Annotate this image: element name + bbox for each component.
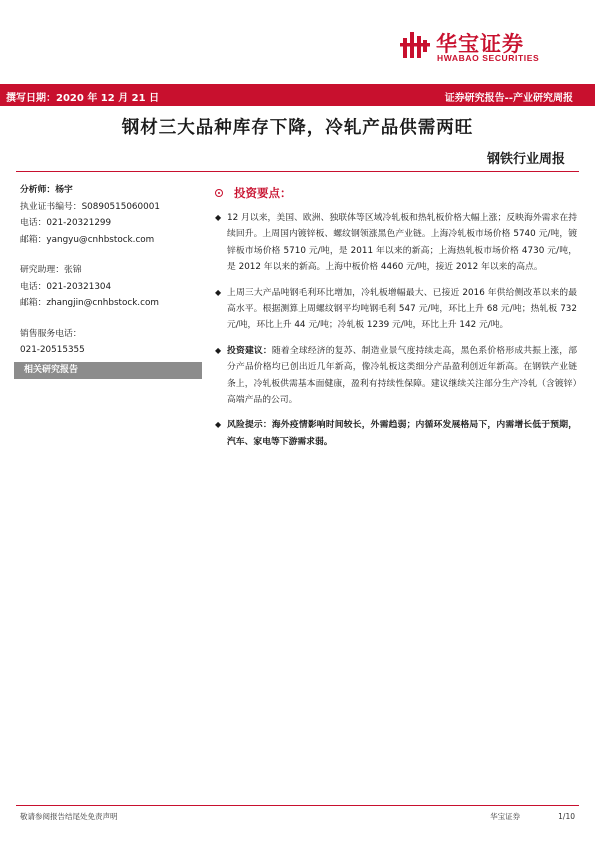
assistant-name: 研究助理：张锦 xyxy=(20,265,82,275)
risk-warning xyxy=(215,417,577,450)
analyst-cert: 执业证书编号：S0890515060001 xyxy=(20,201,160,212)
analyst-sidebar xyxy=(20,182,198,359)
advice-text: 随着全球经济的复苏、制造业景气度持续走高，黑色系价格形成共振上涨，部分产品价格均已创出近几年新高，像冷轧板这类细分产品盈利创近年新高。在钢铁产业链条上，冷轧板供需基本面健康，盈利有持续性保障。建议继续关注部分生产冷轧（含镀锌）高端产品的公司。 xyxy=(227,345,577,406)
page-title: 钢材三大品种库存下降，冷轧产品供需两旺 xyxy=(121,118,474,138)
footer-disclaimer: 敬请参阅报告结尾处免责声明 xyxy=(20,812,118,821)
assistant-email[interactable]: 邮箱：zhangjin@cnhbstock.com xyxy=(20,298,159,308)
report-type: 证券研究报告--产业研究周报 xyxy=(444,93,573,104)
key-point-text: 上周三大产品吨钢毛利环比增加，冷轧板增幅最大、已接近 2016 年供给侧改革以来的最高水平。根据测算上周螺纹钢平均吨钢毛利 547 元/吨，环比上升 68 元/吨；热轧板 732 元/吨，环比上升 44 元/吨；冷轧板 1239 元/吨，环比上升 142 元/吨。 xyxy=(227,287,577,331)
report-date: 撰写日期：2020 年 12 月 21 日 xyxy=(6,93,160,104)
brand-name-en: HWABAO SECURITIES xyxy=(437,53,540,63)
analyst-email[interactable]: 邮箱：yangyu@cnhbstock.com xyxy=(20,234,155,245)
sales-label: 销售服务电话： xyxy=(20,328,82,339)
analyst-phone: 电话：021-20321299 xyxy=(20,218,112,228)
risk-text: 海外疫情影响时间较长，外需趋弱；内循环发展格局下，内需增长低于预期，汽车、家电等下游需求弱。 xyxy=(227,420,577,447)
key-point-paragraph xyxy=(215,210,577,276)
advice-label: 投资建议： xyxy=(227,345,272,356)
key-point-paragraph xyxy=(215,285,577,334)
key-points-header xyxy=(215,186,577,206)
diamond-bullet-icon: ◆ xyxy=(215,287,222,297)
risk-label: 风险提示： xyxy=(227,420,272,431)
key-points-heading: 投资要点： xyxy=(234,186,292,200)
hwabao-logo-mark-icon xyxy=(400,30,430,60)
key-point-text: 12 月以来，美国、欧洲、独联体等区域冷轧板和热轧板价格大幅上涨；反映海外需求在持续回升。上周国内镀锌板、螺纹钢领涨黑色产业链。上海冷轧板市场价格 5740 元/吨，镀锌板市场价格 5710 元/吨，是 2011 年以来的新高；上海热轧板市场价格 4730 元/吨，是 2012 年以来的新高。上海中板价格 4460 元/吨，接近 2012 年以来的高点。 xyxy=(227,213,577,273)
footer-company: 华宝证券 xyxy=(490,812,521,821)
header-bar xyxy=(0,84,595,106)
related-reports-tag: 相关研究报告 xyxy=(14,362,202,379)
page-number: 1/10 xyxy=(558,812,575,821)
footer-divider xyxy=(16,805,579,806)
brand-name-cn: 华宝证券 xyxy=(436,32,524,56)
investment-advice xyxy=(215,343,577,409)
assistant-phone: 电话：021-20321304 xyxy=(20,281,112,292)
key-points-section xyxy=(215,186,577,459)
analyst-name: 分析师：杨宇 xyxy=(20,185,73,195)
diamond-bullet-icon: ◆ xyxy=(215,420,222,430)
brand-logo xyxy=(400,26,565,66)
footer-right xyxy=(490,811,575,822)
industry-label: 钢铁行业周报 xyxy=(486,152,565,167)
header-divider xyxy=(16,171,579,172)
sales-phone: 021-20515355 xyxy=(20,345,85,355)
target-icon xyxy=(215,189,223,197)
diamond-bullet-icon: ◆ xyxy=(215,213,222,222)
diamond-bullet-icon: ◆ xyxy=(215,345,222,355)
